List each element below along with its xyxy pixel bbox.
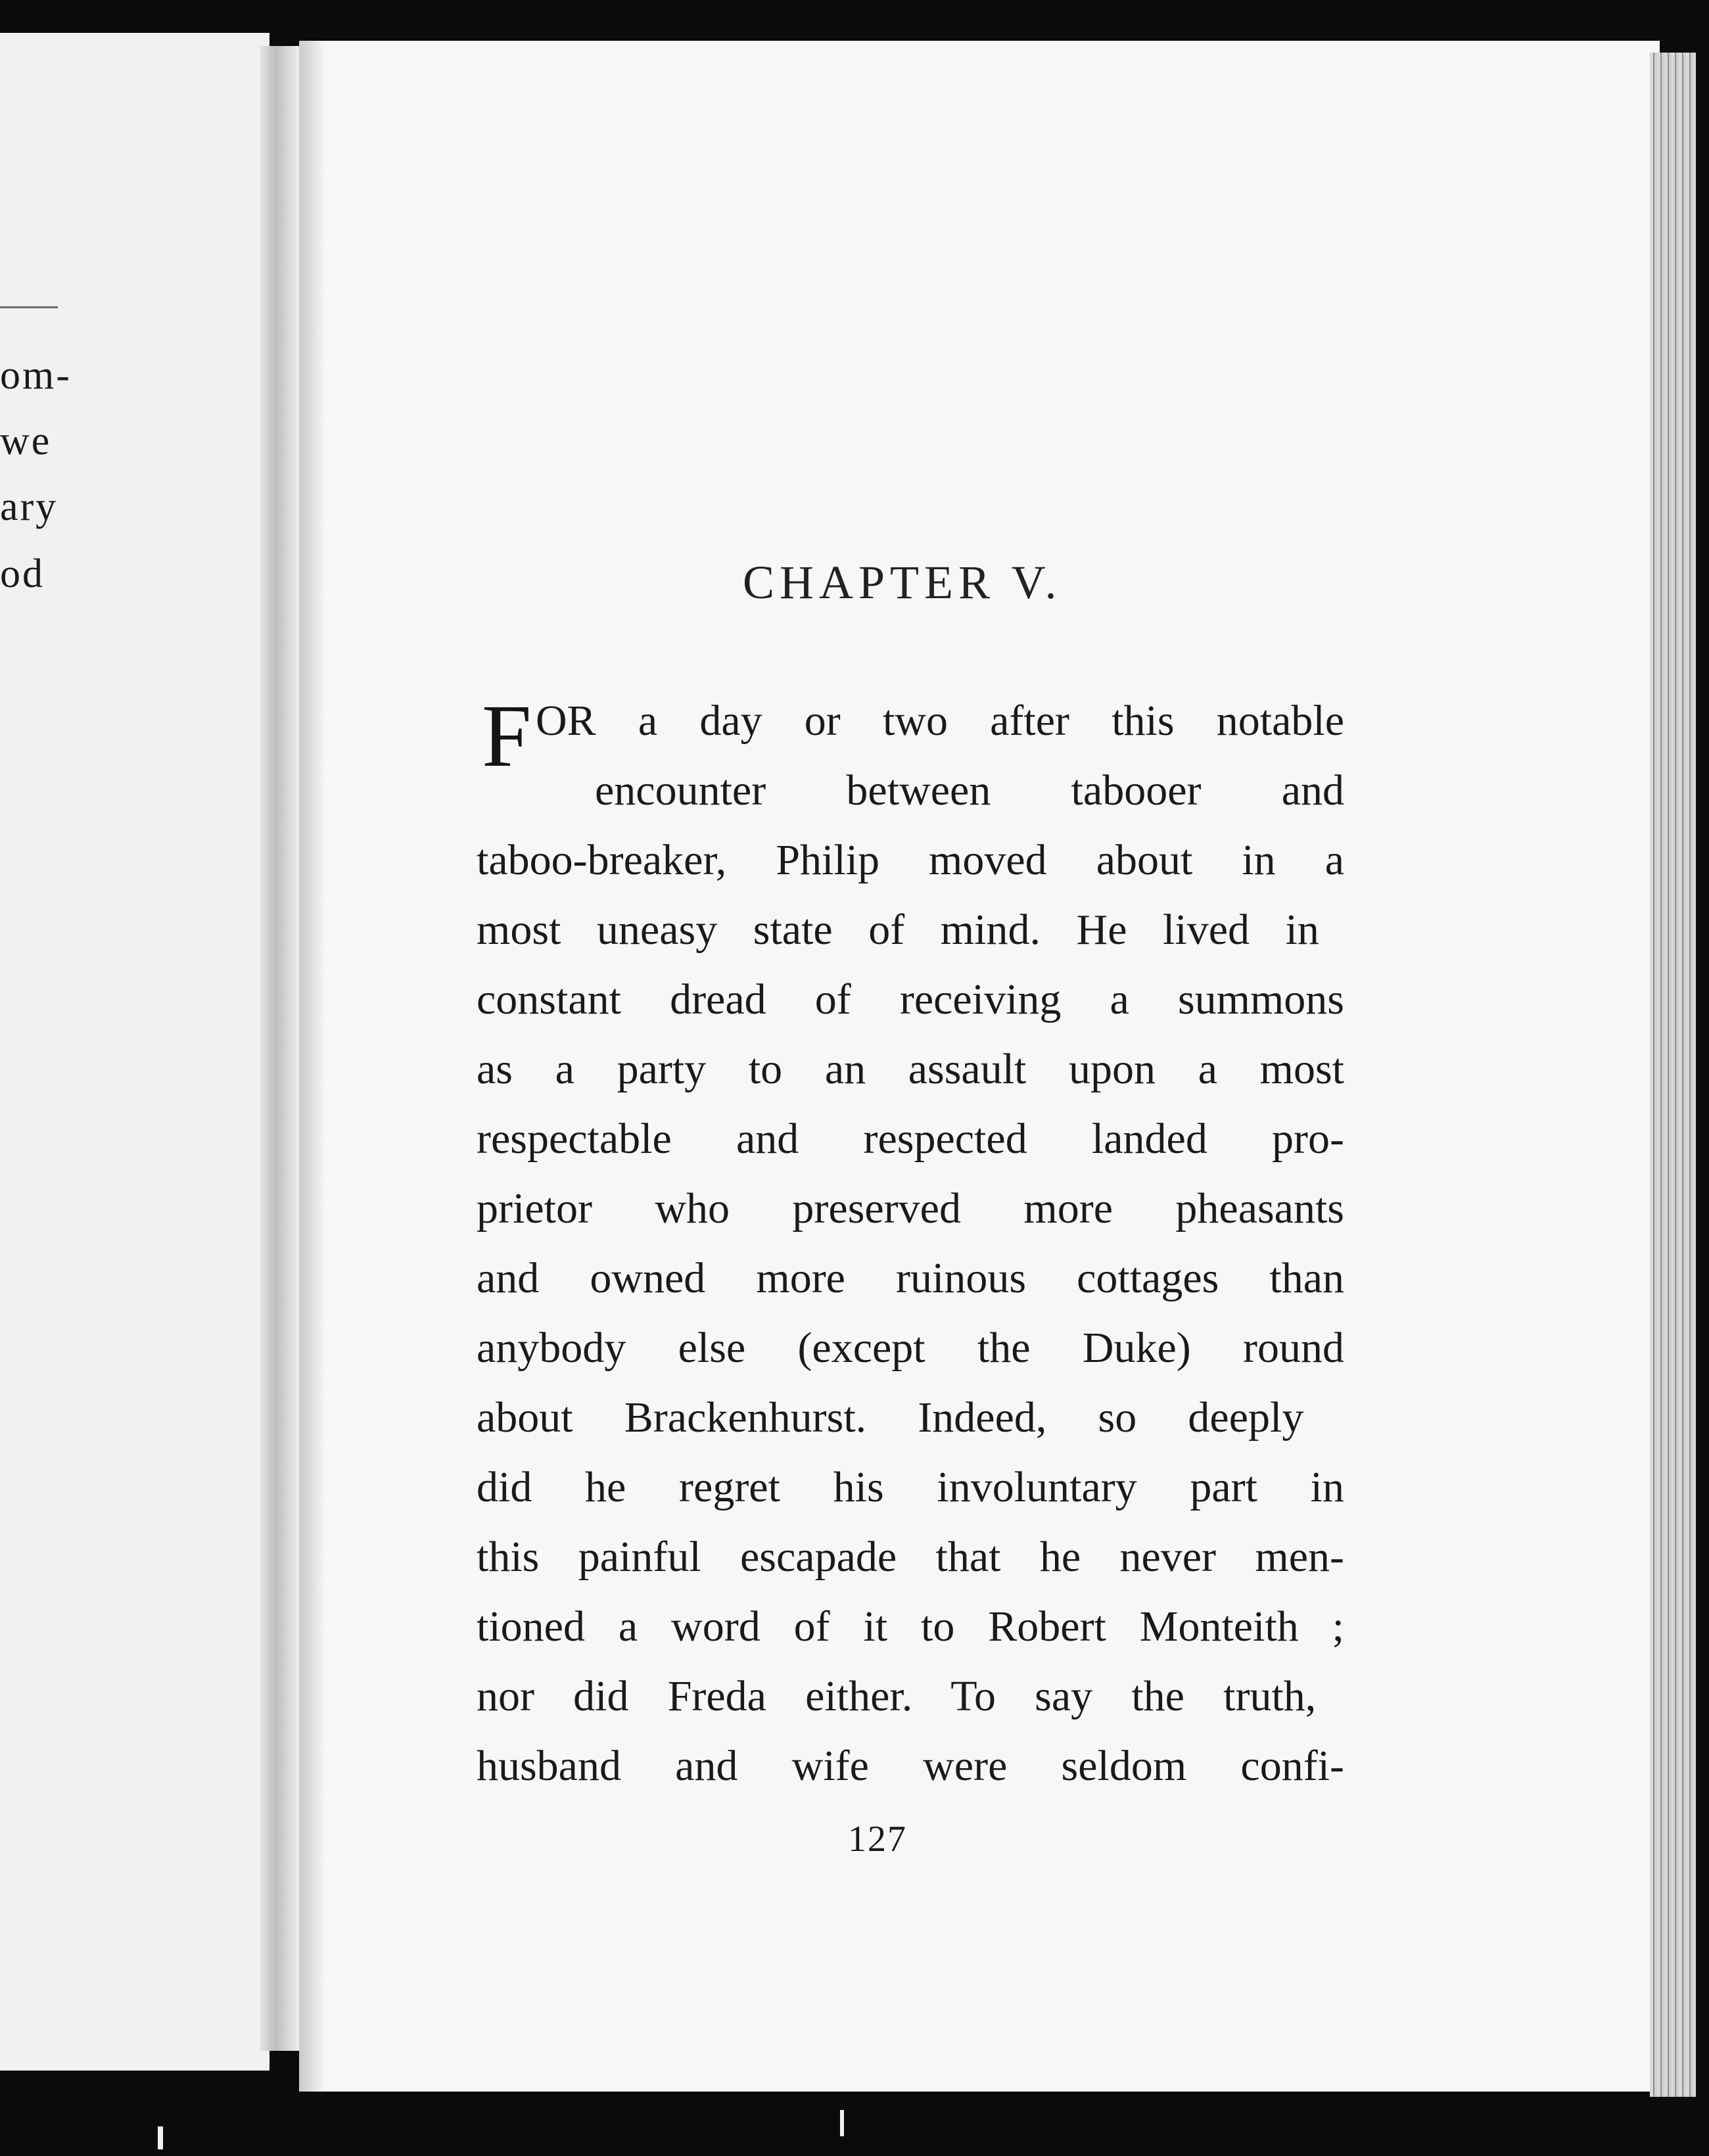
page-edges [1650, 53, 1696, 2097]
text-line: prietor who preserved more pheasants [477, 1184, 1344, 1232]
page-number: 127 [848, 1819, 907, 1860]
text-line: most uneasy state of mind. He lived in [477, 906, 1319, 954]
text-line: OR a day or two after this notable [536, 697, 1344, 745]
left-page-rule [0, 306, 58, 308]
text-line: nor did Freda either. To say the truth, [477, 1672, 1317, 1720]
text-line: did he regret his involuntary part in [477, 1463, 1344, 1511]
text-line: husband and wife were seldom confi- [477, 1742, 1344, 1790]
chapter-title: CHAPTER V. [743, 556, 1062, 609]
left-page-line: od [0, 551, 45, 596]
left-page-gutter [260, 46, 299, 2051]
previous-page [0, 33, 269, 2071]
drop-cap: F [482, 687, 532, 785]
text-line: about Brackenhurst. Indeed, so deeply [477, 1394, 1304, 1441]
left-page-line: om- [0, 353, 72, 398]
scan-speck [840, 2110, 844, 2136]
text-line: respectable and respected landed pro- [477, 1115, 1344, 1163]
text-line: tioned a word of it to Robert Monteith ; [477, 1603, 1344, 1651]
binding-shadow [299, 41, 325, 2092]
text-line: and owned more ruinous cottages than [477, 1254, 1344, 1302]
text-line: constant dread of receiving a summons [477, 975, 1344, 1023]
text-line: anybody else (except the Duke) round [477, 1324, 1344, 1372]
text-line: as a party to an assault upon a most [477, 1045, 1344, 1093]
left-page-line: ary [0, 484, 59, 529]
scan-speck [158, 2126, 163, 2149]
text-line: taboo-breaker, Philip moved about in a [477, 836, 1344, 884]
text-line: this painful escapade that he never men- [477, 1533, 1344, 1581]
text-line: encounter between tabooer and [595, 766, 1344, 814]
left-page-line: we [0, 419, 52, 463]
